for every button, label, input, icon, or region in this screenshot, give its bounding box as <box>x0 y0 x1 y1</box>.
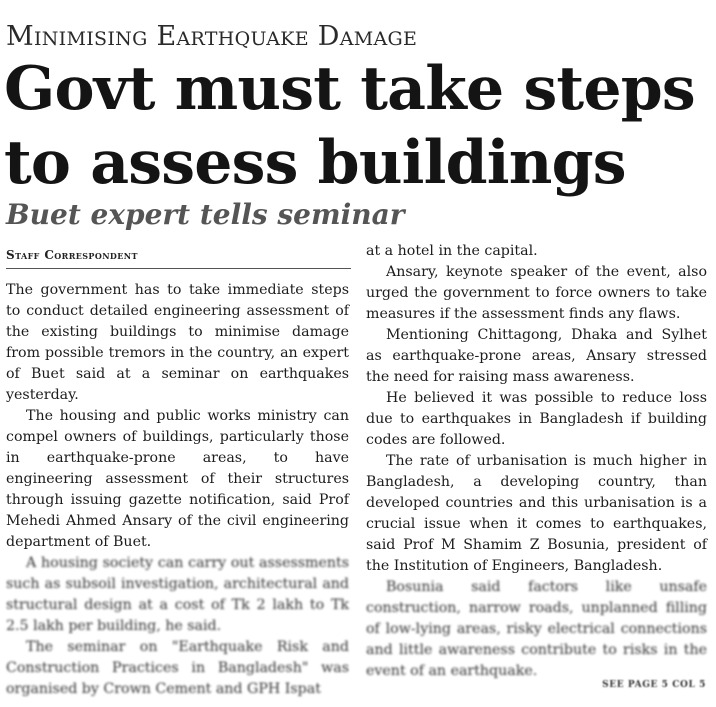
paragraph: Mentioning Chittagong, Dhaka and Sylhet as earthquake-prone areas, Ansary stressed the need for raising mass awareness. <box>366 327 707 385</box>
article-column-2 <box>366 241 707 682</box>
paragraph: The rate of urbanisation is much higher in Bangladesh, a developing country, than developed countries and this urbanisation is a crucial issue when it comes to earthquakes, said Prof M Shamim Z Bosunia, president of the Institution of Engineers, Bangladesh. <box>366 453 707 574</box>
headline: Govt must take steps to assess buildings <box>4 54 695 198</box>
paragraph: Bosunia said factors like unsafe construction, narrow roads, unplanned filling of low-lying areas, risky electrical connections and little awareness contribute to risks in the event of an earthquake. <box>366 579 707 679</box>
kicker: Minimising Earthquake Damage <box>6 21 418 52</box>
article-column-1 <box>6 280 349 700</box>
paragraph: at a hotel in the capital. <box>366 243 538 259</box>
paragraph: Ansary, keynote speaker of the event, also urged the government to force owners to take measures if the assessment finds any flaws. <box>366 264 707 322</box>
subhead: Buet expert tells seminar <box>6 198 405 231</box>
paragraph: A housing society can carry out assessments such as subsoil investigation, architectural and structural design at a cost of Tk 2 lakh to Tk 2.5 lakh per building, he said. <box>6 555 349 634</box>
byline: Staff Correspondent <box>6 248 351 269</box>
paragraph: The housing and public works ministry can compel owners of buildings, particularly those in earthquake-prone areas, to have engineering assessment of their structures through issuing gazette notification, said Prof Mehedi Ahmed Ansary of the civil engineering department of Buet. <box>6 408 349 550</box>
paragraph: The government has to take immediate steps to conduct detailed engineering assessment of the existing buildings to minimise damage from possible tremors in the country, an expert of Buet said at a seminar on earthquakes yesterday. <box>6 282 349 403</box>
continued-on-jump: SEE PAGE 5 COL 5 <box>602 680 706 690</box>
paragraph: He believed it was possible to reduce loss due to earthquakes in Bangladesh if building codes are followed. <box>366 390 707 448</box>
paragraph: The seminar on "Earthquake Risk and Construction Practices in Bangladesh" was organised by Crown Cement and GPH Ispat <box>6 639 349 697</box>
